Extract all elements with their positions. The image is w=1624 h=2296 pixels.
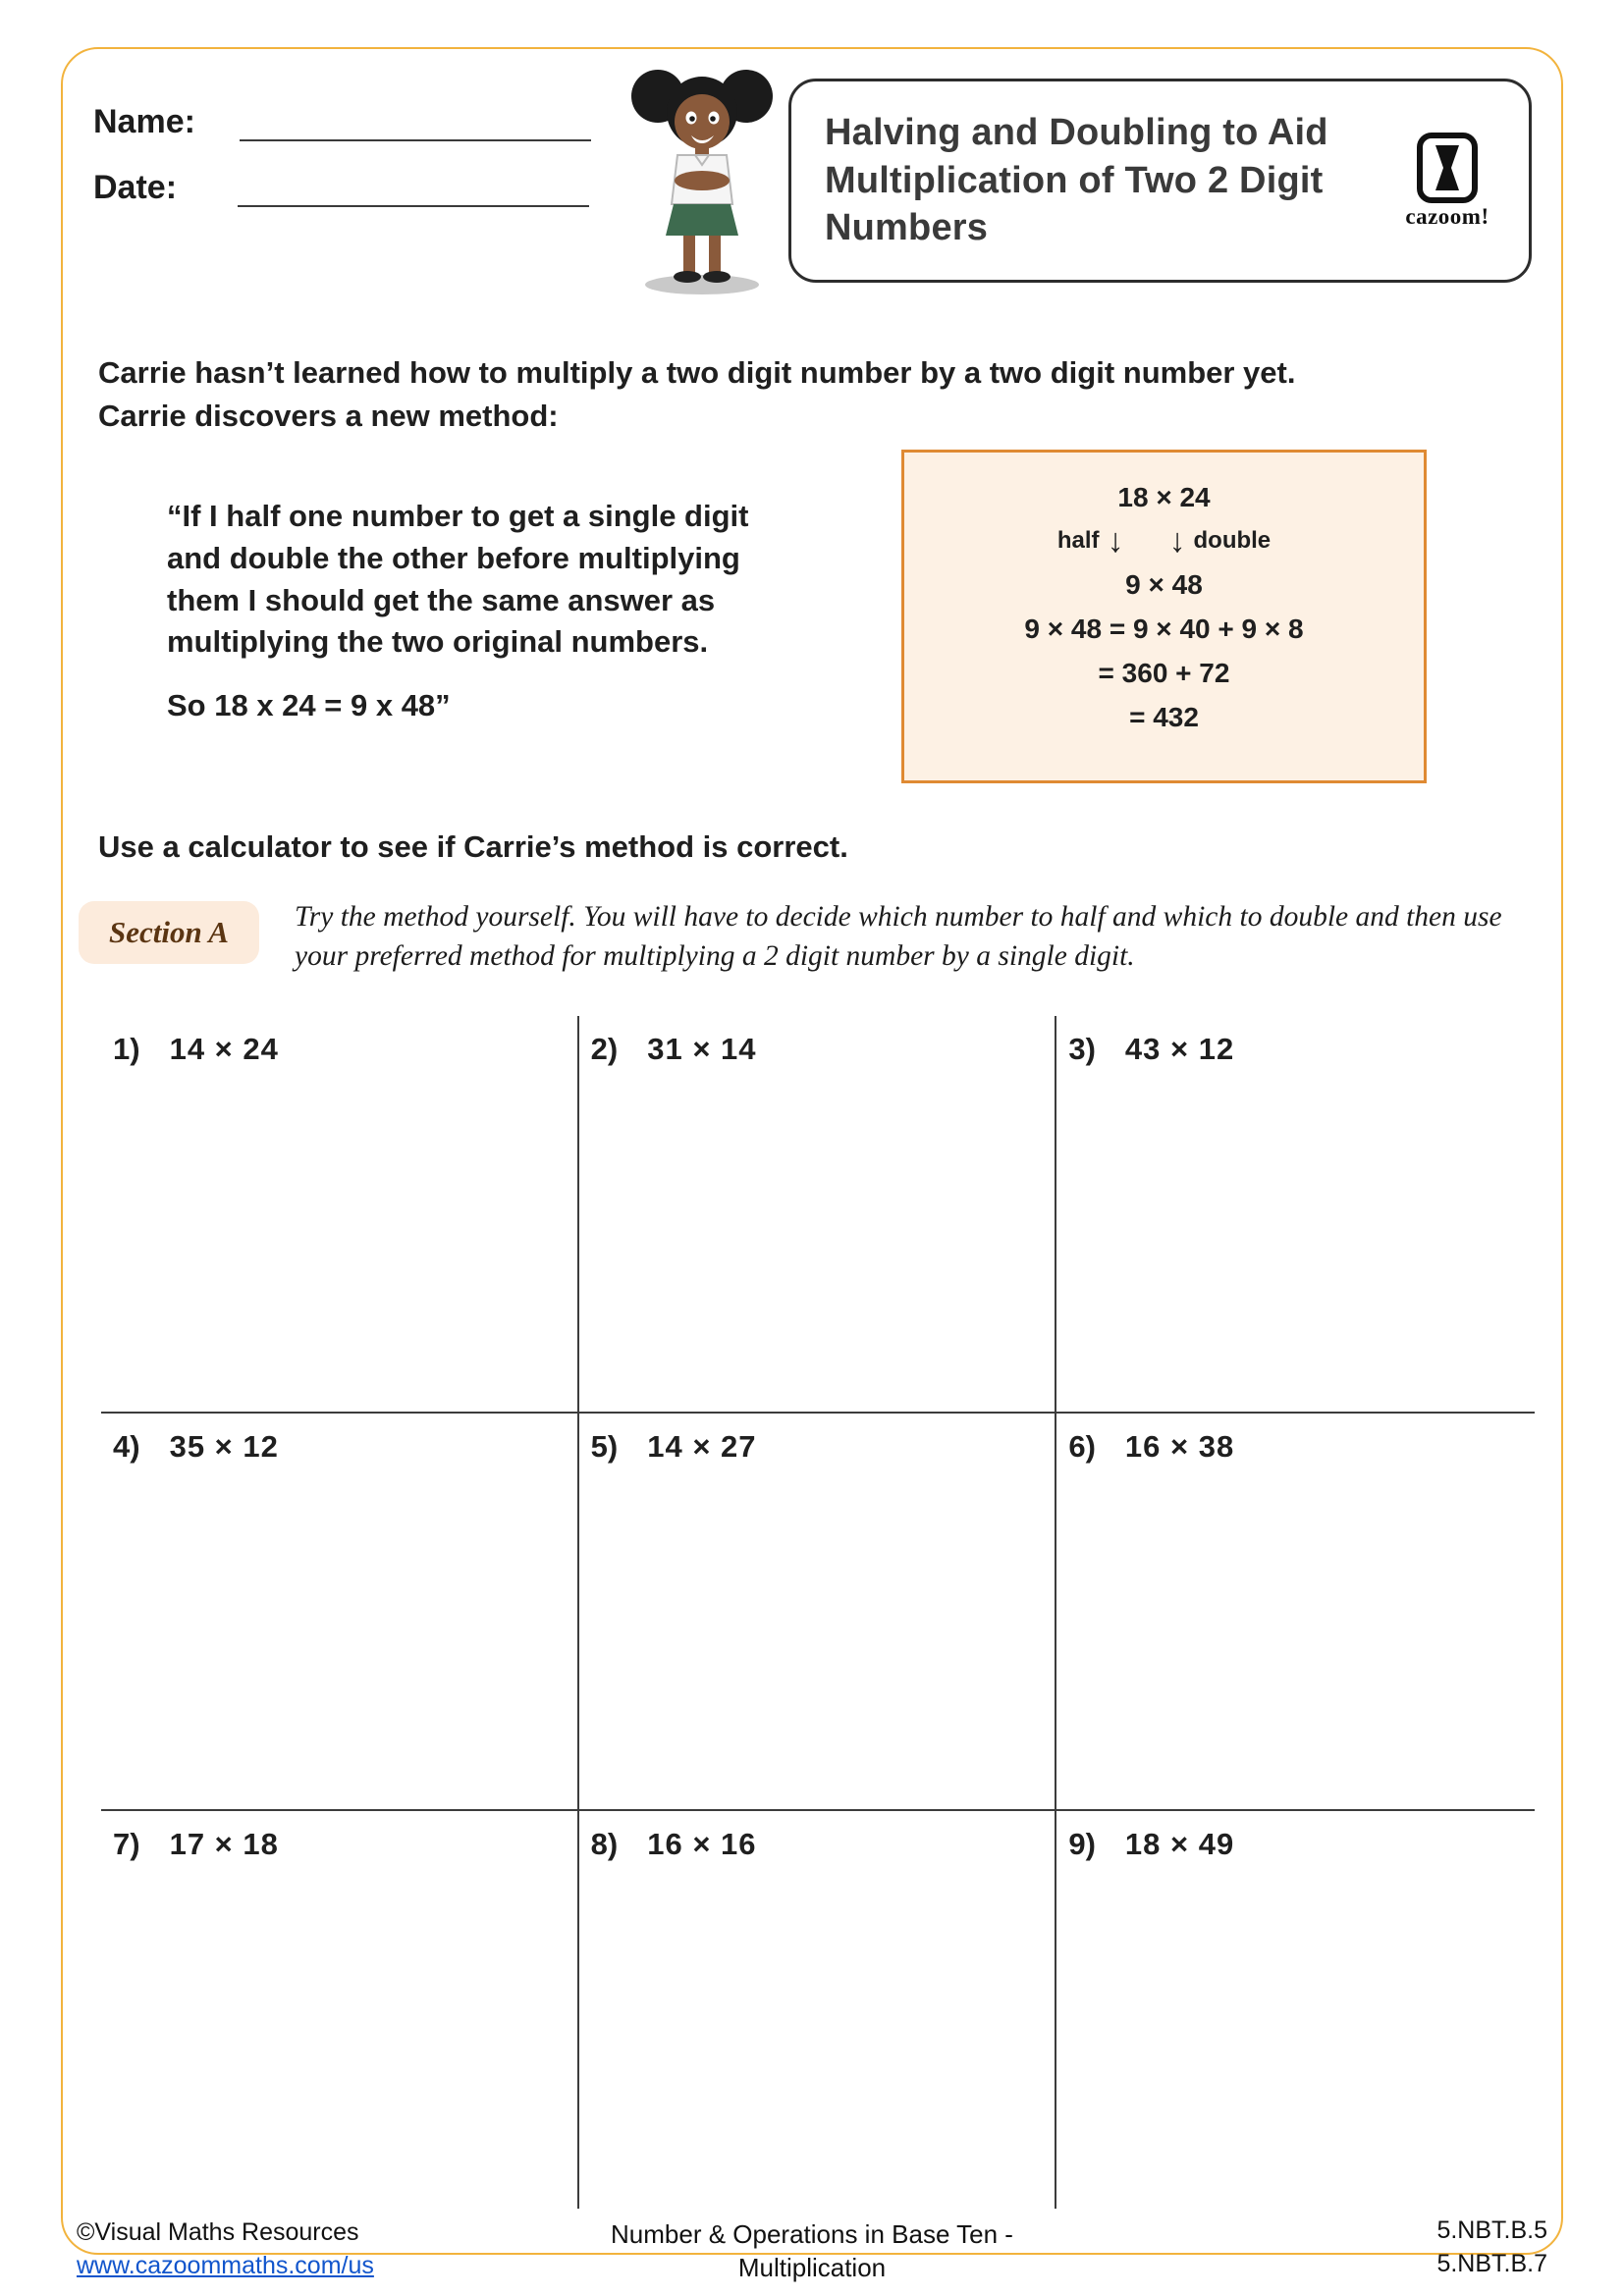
example-line-2: 9 × 48 bbox=[1125, 568, 1203, 600]
double-label: double bbox=[1193, 527, 1272, 555]
worksheet-title: Halving and Doubling to Aid Multiplication of Two 2 Digit Numbers bbox=[825, 112, 1328, 249]
problem-cell-1 bbox=[101, 1016, 579, 1414]
problem-expression: 35 × 12 bbox=[169, 1429, 279, 1464]
name-field-row bbox=[93, 103, 591, 141]
half-group bbox=[1056, 522, 1124, 560]
footer-center bbox=[517, 2218, 1107, 2285]
cazoom-logo-text: cazoom! bbox=[1405, 204, 1489, 229]
intro-paragraph bbox=[98, 351, 1492, 438]
problem-cell-8 bbox=[579, 1811, 1057, 2209]
problem-expression: 17 × 18 bbox=[169, 1827, 279, 1861]
problem-cell-4 bbox=[101, 1414, 579, 1811]
worked-example-box bbox=[901, 450, 1427, 783]
calculator-instruction: Use a calculator to see if Carrie’s method is correct. bbox=[98, 829, 848, 864]
intro-line-1: Carrie hasn’t learned how to multiply a two digit number by a two digit number yet. bbox=[98, 355, 1296, 390]
section-a-label: Section A bbox=[108, 915, 229, 949]
date-field-row bbox=[93, 169, 589, 207]
problem-number: 5) bbox=[590, 1429, 619, 1464]
date-fill-line bbox=[238, 174, 589, 207]
quote-conclusion: So 18 x 24 = 9 x 48” bbox=[167, 688, 451, 723]
footer-copyright: ©Visual Maths Resources bbox=[77, 2218, 359, 2246]
name-label: Name: bbox=[93, 103, 195, 140]
problem-number: 1) bbox=[113, 1032, 140, 1066]
example-line-1: 18 × 24 bbox=[1117, 482, 1211, 512]
problem-expression: 14 × 27 bbox=[647, 1429, 757, 1464]
down-arrow-icon: ↓ bbox=[1168, 522, 1186, 560]
problem-cell-2 bbox=[579, 1016, 1057, 1414]
double-group bbox=[1168, 522, 1272, 560]
intro-line-2: Carrie discovers a new method: bbox=[98, 399, 559, 434]
problem-expression: 16 × 16 bbox=[647, 1827, 757, 1861]
example-line-4: = 360 + 72 bbox=[1098, 657, 1230, 688]
problem-cell-3 bbox=[1056, 1016, 1535, 1414]
cazoom-logo bbox=[1393, 132, 1501, 230]
footer-topic-line-1: Number & Operations in Base Ten - bbox=[611, 2219, 1013, 2249]
character-illustration bbox=[619, 57, 785, 297]
problem-number: 8) bbox=[590, 1827, 619, 1861]
problem-expression: 18 × 49 bbox=[1124, 1827, 1235, 1861]
problem-cell-9 bbox=[1056, 1811, 1535, 2209]
problem-expression: 14 × 24 bbox=[169, 1032, 279, 1066]
title-box bbox=[788, 79, 1532, 283]
date-label: Date: bbox=[93, 169, 178, 206]
problem-expression: 16 × 38 bbox=[1124, 1429, 1235, 1464]
problem-expression: 43 × 12 bbox=[1124, 1032, 1235, 1066]
down-arrow-icon: ↓ bbox=[1107, 522, 1124, 560]
standard-code-1: 5.NBT.B.5 bbox=[1436, 2216, 1547, 2244]
carrie-quote bbox=[167, 496, 805, 727]
footer-topic-line-2: Multiplication bbox=[737, 2252, 887, 2282]
problem-number: 9) bbox=[1068, 1827, 1096, 1861]
problem-cell-6 bbox=[1056, 1414, 1535, 1811]
problem-number: 3) bbox=[1068, 1032, 1096, 1066]
footer-website-link[interactable]: www.cazoommaths.com/us bbox=[77, 2251, 374, 2279]
footer-standards bbox=[1436, 2215, 1547, 2281]
name-fill-line bbox=[240, 108, 591, 141]
problem-expression: 31 × 14 bbox=[647, 1032, 757, 1066]
problem-cell-5 bbox=[579, 1414, 1057, 1811]
problem-number: 2) bbox=[590, 1032, 619, 1066]
footer-left bbox=[77, 2216, 374, 2283]
example-line-5: = 432 bbox=[1129, 701, 1199, 732]
section-a-badge bbox=[79, 901, 259, 964]
cazoom-logo-icon bbox=[1416, 132, 1479, 204]
half-label: half bbox=[1056, 527, 1100, 555]
quote-body: “If I half one number to get a single digit and double the other before multiplying them I should get the same answer as multiplying the two original numbers. bbox=[167, 499, 749, 660]
problem-cell-7 bbox=[101, 1811, 579, 2209]
standard-code-2: 5.NBT.B.7 bbox=[1436, 2249, 1547, 2277]
example-arrows-row bbox=[1056, 522, 1272, 560]
problem-number: 6) bbox=[1068, 1429, 1096, 1464]
example-line-3: 9 × 48 = 9 × 40 + 9 × 8 bbox=[1024, 613, 1304, 644]
section-a-instructions: Try the method yourself. You will have to decide which number to half and which to double and then use your preferred method for multiplying a 2 digit number by a single digit. bbox=[295, 901, 1502, 972]
problem-number: 4) bbox=[113, 1429, 140, 1464]
problems-grid bbox=[101, 1016, 1535, 2209]
problem-number: 7) bbox=[113, 1827, 140, 1861]
